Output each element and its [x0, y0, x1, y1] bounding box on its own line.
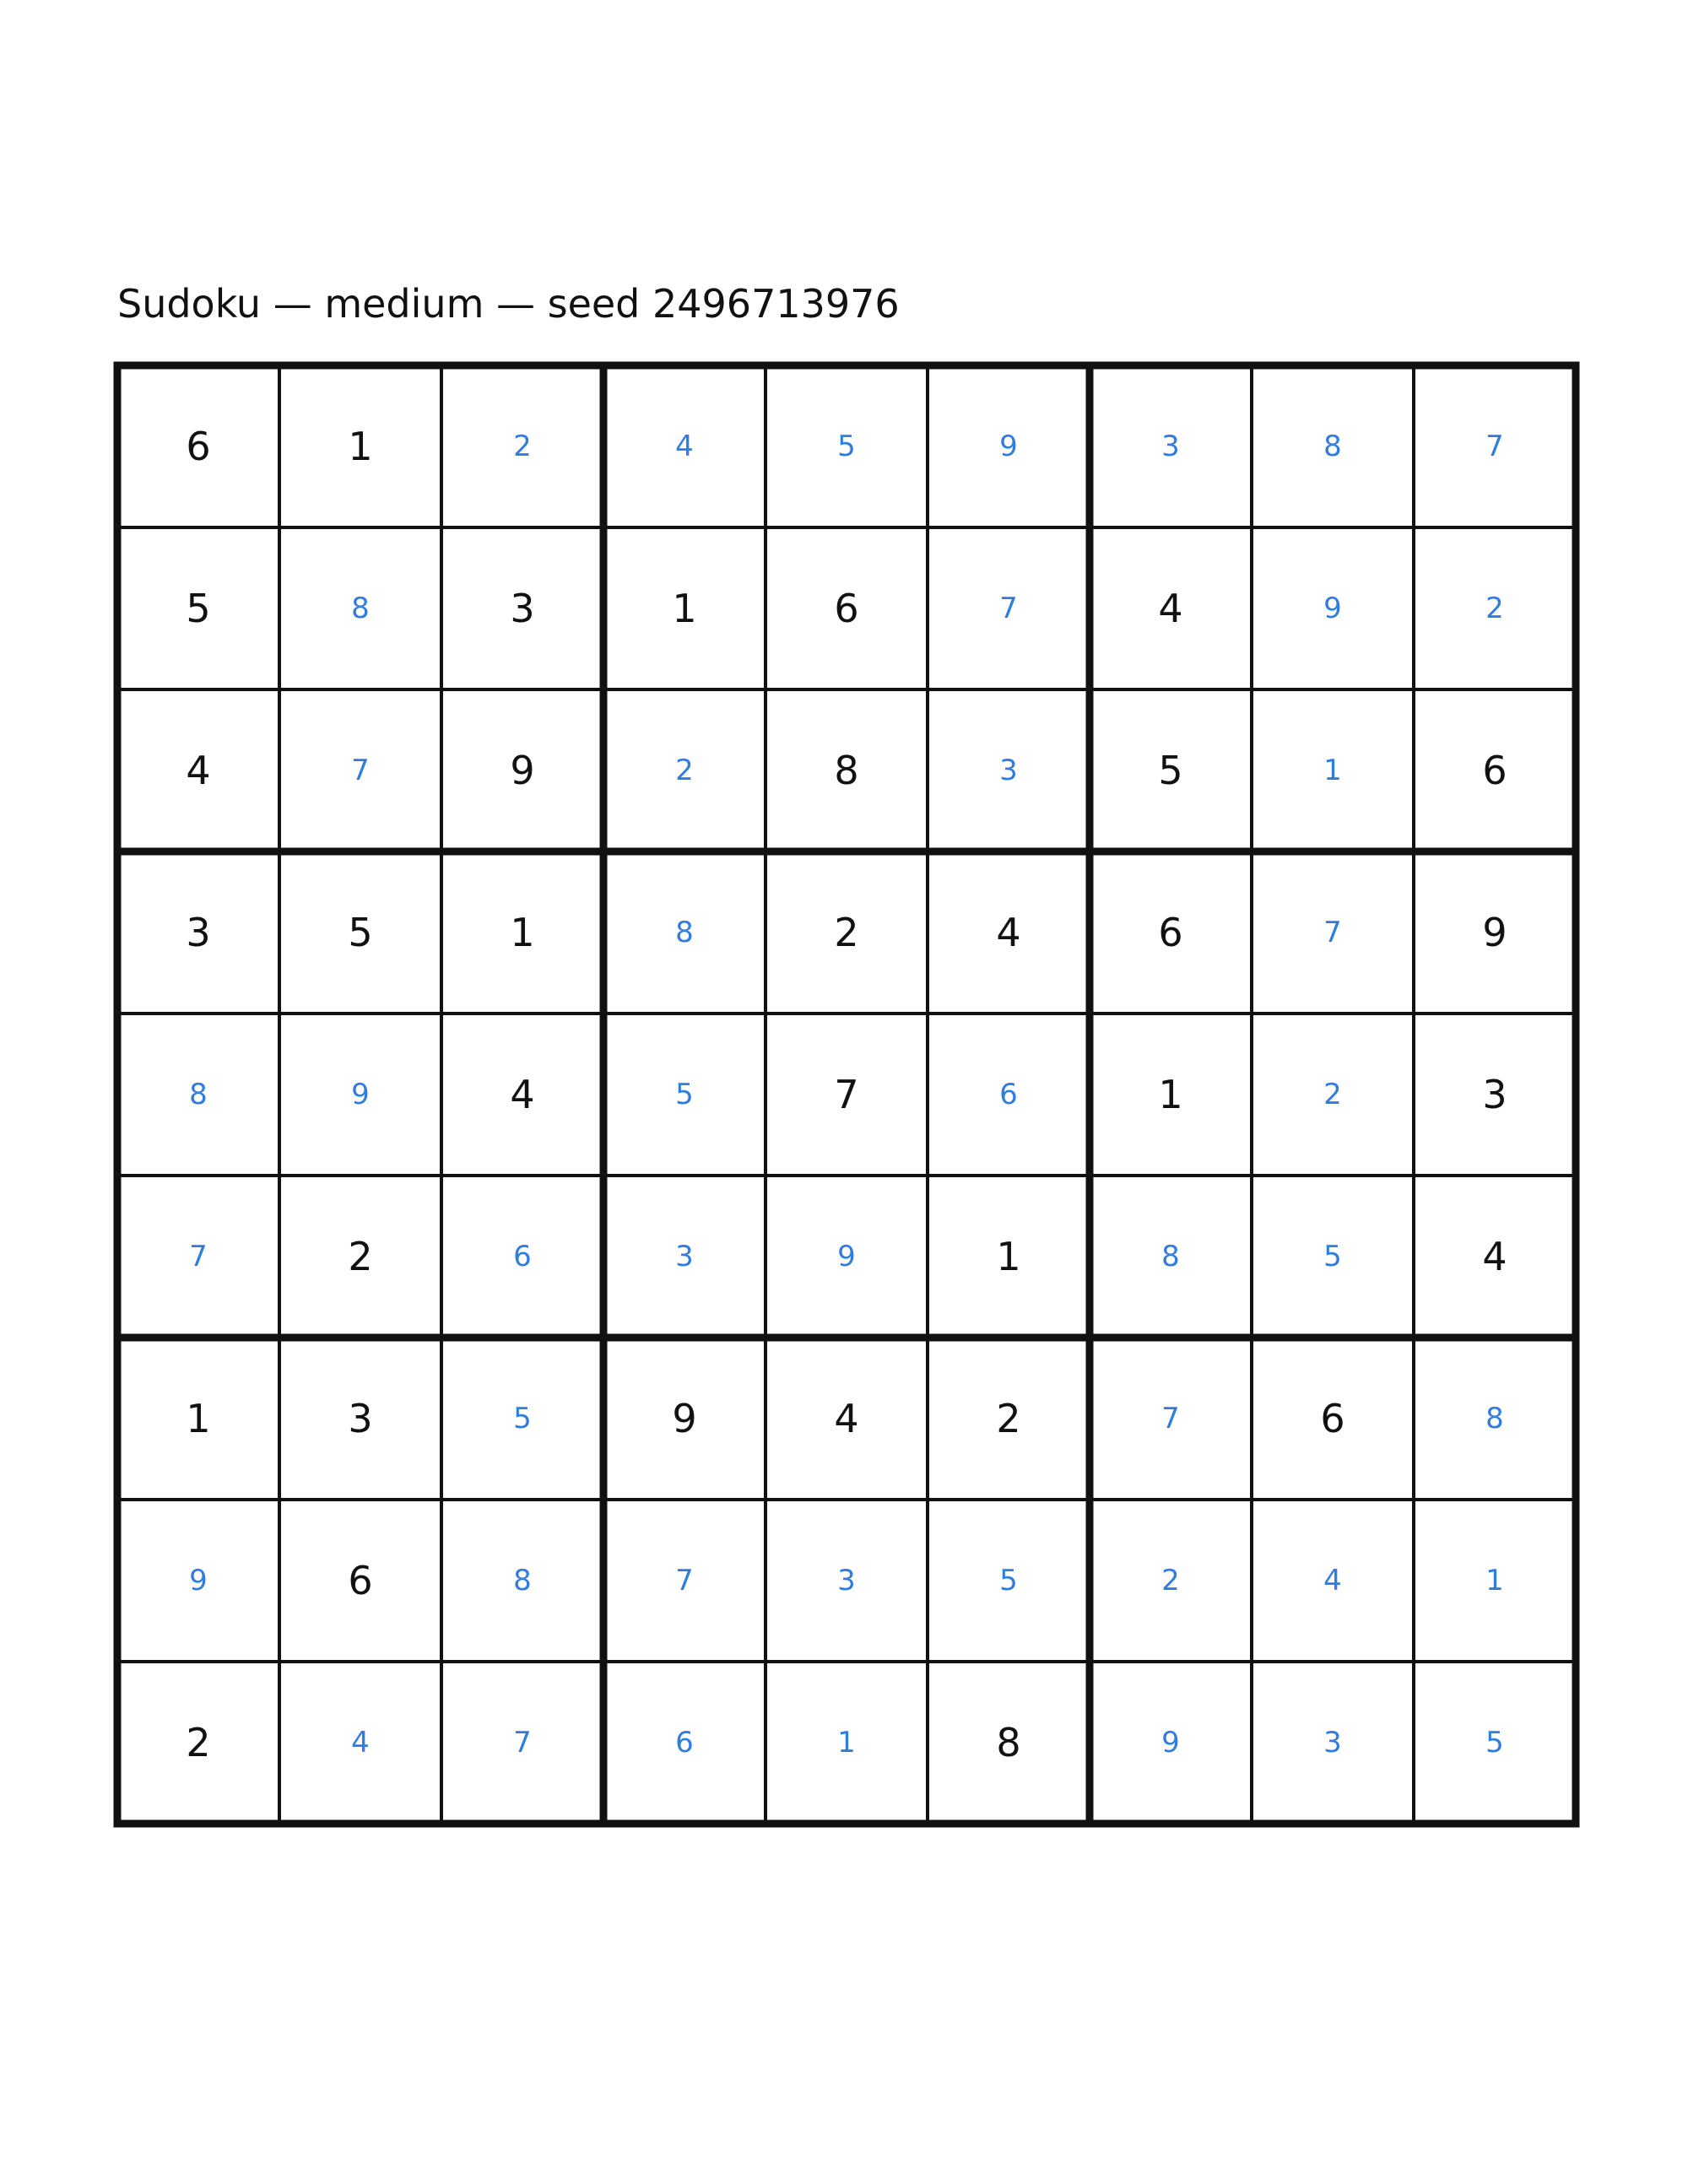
cell-r5-c6[interactable]	[928, 1014, 1090, 1176]
given-digit: 6	[834, 586, 859, 631]
given-digit: 9	[510, 748, 535, 793]
cell-r1-c4[interactable]	[603, 365, 766, 527]
cell-r6-c2[interactable]	[279, 1176, 441, 1338]
filled-digit: 7	[1485, 430, 1504, 463]
given-digit: 6	[348, 1558, 373, 1603]
filled-digit: 8	[189, 1078, 208, 1111]
given-digit: 3	[1482, 1072, 1507, 1117]
filled-digit: 8	[351, 592, 370, 625]
filled-digit: 8	[1485, 1402, 1504, 1435]
filled-digit: 8	[1323, 430, 1342, 463]
cell-r5-c9[interactable]	[1414, 1014, 1576, 1176]
filled-digit: 7	[675, 1564, 694, 1597]
filled-digit: 5	[1485, 1726, 1504, 1760]
cell-r2-c7[interactable]	[1090, 527, 1252, 689]
cell-r6-c5[interactable]	[766, 1176, 928, 1338]
given-digit: 5	[348, 910, 373, 955]
given-digit: 6	[1482, 748, 1507, 793]
given-digit: 4	[510, 1072, 535, 1117]
given-digit: 2	[834, 910, 859, 955]
cell-r3-c2[interactable]	[279, 689, 441, 851]
puzzle-title: Sudoku — medium — seed 2496713976	[117, 281, 900, 327]
filled-digit: 3	[1323, 1726, 1342, 1760]
given-digit: 4	[186, 748, 211, 793]
filled-digit: 2	[675, 754, 694, 787]
cell-r1-c8[interactable]	[1252, 365, 1414, 527]
filled-digit: 3	[1161, 430, 1180, 463]
cell-r8-c1[interactable]	[117, 1500, 279, 1662]
filled-digit: 5	[999, 1564, 1018, 1597]
filled-digit: 3	[675, 1240, 694, 1273]
given-digit: 1	[348, 424, 373, 469]
given-digit: 4	[1482, 1234, 1507, 1279]
cell-r4-c3[interactable]	[441, 851, 603, 1014]
cell-r2-c8[interactable]	[1252, 527, 1414, 689]
filled-digit: 2	[1485, 592, 1504, 625]
cell-r2-c4[interactable]	[603, 527, 766, 689]
cell-r7-c1[interactable]	[117, 1338, 279, 1500]
given-digit: 2	[186, 1720, 211, 1765]
filled-digit: 2	[1161, 1564, 1180, 1597]
cell-r6-c6[interactable]	[928, 1176, 1090, 1338]
cell-r3-c4[interactable]	[603, 689, 766, 851]
cell-r2-c2[interactable]	[279, 527, 441, 689]
cell-r5-c4[interactable]	[603, 1014, 766, 1176]
given-digit: 1	[996, 1234, 1021, 1279]
cell-r6-c7[interactable]	[1090, 1176, 1252, 1338]
filled-digit: 8	[675, 916, 694, 949]
filled-digit: 7	[999, 592, 1018, 625]
cell-r4-c5[interactable]	[766, 851, 928, 1014]
cell-r4-c1[interactable]	[117, 851, 279, 1014]
given-digit: 3	[510, 586, 535, 631]
cell-r8-c8[interactable]	[1252, 1500, 1414, 1662]
cell-r3-c6[interactable]	[928, 689, 1090, 851]
cell-r8-c6[interactable]	[928, 1500, 1090, 1662]
filled-digit: 4	[1323, 1564, 1342, 1597]
filled-digit: 5	[837, 430, 856, 463]
given-digit: 8	[996, 1720, 1021, 1765]
filled-digit: 8	[1161, 1240, 1180, 1273]
filled-digit: 6	[675, 1726, 694, 1760]
filled-digit: 6	[999, 1078, 1018, 1111]
cell-r1-c6[interactable]	[928, 365, 1090, 527]
cell-r6-c9[interactable]	[1414, 1176, 1576, 1338]
given-digit: 9	[672, 1396, 697, 1441]
given-digit: 6	[1158, 910, 1183, 955]
cell-r2-c1[interactable]	[117, 527, 279, 689]
cell-r7-c5[interactable]	[766, 1338, 928, 1500]
given-digit: 6	[1320, 1396, 1345, 1441]
cell-r5-c8[interactable]	[1252, 1014, 1414, 1176]
cell-r1-c2[interactable]	[279, 365, 441, 527]
cell-r9-c9[interactable]	[1414, 1662, 1576, 1824]
given-digit: 1	[510, 910, 535, 955]
cell-r9-c4[interactable]	[603, 1662, 766, 1824]
cell-r5-c3[interactable]	[441, 1014, 603, 1176]
cell-r2-c6[interactable]	[928, 527, 1090, 689]
filled-digit: 7	[513, 1726, 532, 1760]
given-digit: 5	[186, 586, 211, 631]
filled-digit: 5	[675, 1078, 694, 1111]
cell-r9-c6[interactable]	[928, 1662, 1090, 1824]
cell-r1-c5[interactable]	[766, 365, 928, 527]
filled-digit: 6	[513, 1240, 532, 1273]
cell-r7-c4[interactable]	[603, 1338, 766, 1500]
filled-digit: 9	[1323, 592, 1342, 625]
given-digit: 7	[834, 1072, 859, 1117]
cell-r2-c3[interactable]	[441, 527, 603, 689]
given-digit: 8	[834, 748, 859, 793]
cell-r9-c7[interactable]	[1090, 1662, 1252, 1824]
given-digit: 6	[186, 424, 211, 469]
cell-r4-c6[interactable]	[928, 851, 1090, 1014]
cell-r3-c9[interactable]	[1414, 689, 1576, 851]
cell-r6-c3[interactable]	[441, 1176, 603, 1338]
given-digit: 4	[834, 1396, 859, 1441]
cell-r8-c3[interactable]	[441, 1500, 603, 1662]
cell-r4-c2[interactable]	[279, 851, 441, 1014]
cell-r9-c1[interactable]	[117, 1662, 279, 1824]
cell-r7-c2[interactable]	[279, 1338, 441, 1500]
cell-r3-c8[interactable]	[1252, 689, 1414, 851]
cell-r4-c7[interactable]	[1090, 851, 1252, 1014]
cell-r4-c4[interactable]	[603, 851, 766, 1014]
cell-r8-c7[interactable]	[1090, 1500, 1252, 1662]
filled-digit: 7	[1161, 1402, 1180, 1435]
filled-digit: 1	[837, 1726, 856, 1760]
given-digit: 3	[348, 1396, 373, 1441]
cell-r3-c7[interactable]	[1090, 689, 1252, 851]
cell-r5-c1[interactable]	[117, 1014, 279, 1176]
given-digit: 5	[1158, 748, 1183, 793]
filled-digit: 2	[513, 430, 532, 463]
filled-digit: 7	[189, 1240, 208, 1273]
cell-r1-c9[interactable]	[1414, 365, 1576, 527]
cell-r7-c6[interactable]	[928, 1338, 1090, 1500]
cell-r3-c1[interactable]	[117, 689, 279, 851]
cell-r5-c7[interactable]	[1090, 1014, 1252, 1176]
given-digit: 2	[348, 1234, 373, 1279]
cell-r6-c8[interactable]	[1252, 1176, 1414, 1338]
filled-digit: 9	[189, 1564, 208, 1597]
given-digit: 4	[1158, 586, 1183, 631]
filled-digit: 2	[1323, 1078, 1342, 1111]
cell-r8-c2[interactable]	[279, 1500, 441, 1662]
cell-r2-c5[interactable]	[766, 527, 928, 689]
cell-r5-c2[interactable]	[279, 1014, 441, 1176]
filled-digit: 7	[1323, 916, 1342, 949]
given-digit: 3	[186, 910, 211, 955]
filled-digit: 4	[351, 1726, 370, 1760]
cell-r4-c9[interactable]	[1414, 851, 1576, 1014]
cell-r1-c3[interactable]	[441, 365, 603, 527]
given-digit: 1	[186, 1396, 211, 1441]
cell-r9-c5[interactable]	[766, 1662, 928, 1824]
given-digit: 9	[1482, 910, 1507, 955]
cell-r7-c9[interactable]	[1414, 1338, 1576, 1500]
cell-r9-c3[interactable]	[441, 1662, 603, 1824]
filled-digit: 9	[1161, 1726, 1180, 1760]
cell-r8-c4[interactable]	[603, 1500, 766, 1662]
cell-r3-c3[interactable]	[441, 689, 603, 851]
given-digit: 1	[672, 586, 697, 631]
cells-layer	[117, 365, 1576, 1824]
cell-r6-c4[interactable]	[603, 1176, 766, 1338]
cell-r9-c2[interactable]	[279, 1662, 441, 1824]
cell-r9-c8[interactable]	[1252, 1662, 1414, 1824]
filled-digit: 9	[351, 1078, 370, 1111]
given-digit: 2	[996, 1396, 1021, 1441]
filled-digit: 4	[675, 430, 694, 463]
filled-digit: 5	[1323, 1240, 1342, 1273]
given-digit: 4	[996, 910, 1021, 955]
cell-r5-c5[interactable]	[766, 1014, 928, 1176]
cell-r2-c9[interactable]	[1414, 527, 1576, 689]
cell-r1-c7[interactable]	[1090, 365, 1252, 527]
filled-digit: 1	[1485, 1564, 1504, 1597]
cell-r8-c5[interactable]	[766, 1500, 928, 1662]
filled-digit: 1	[1323, 754, 1342, 787]
filled-digit: 9	[999, 430, 1018, 463]
cell-r1-c1[interactable]	[117, 365, 279, 527]
filled-digit: 3	[837, 1564, 856, 1597]
filled-digit: 3	[999, 754, 1018, 787]
filled-digit: 8	[513, 1564, 532, 1597]
filled-digit: 7	[351, 754, 370, 787]
cell-r6-c1[interactable]	[117, 1176, 279, 1338]
given-digit: 1	[1158, 1072, 1183, 1117]
cell-r7-c8[interactable]	[1252, 1338, 1414, 1500]
cell-r4-c8[interactable]	[1252, 851, 1414, 1014]
cell-r8-c9[interactable]	[1414, 1500, 1576, 1662]
cell-r7-c7[interactable]	[1090, 1338, 1252, 1500]
cell-r7-c3[interactable]	[441, 1338, 603, 1500]
cell-r3-c5[interactable]	[766, 689, 928, 851]
filled-digit: 9	[837, 1240, 856, 1273]
filled-digit: 5	[513, 1402, 532, 1435]
